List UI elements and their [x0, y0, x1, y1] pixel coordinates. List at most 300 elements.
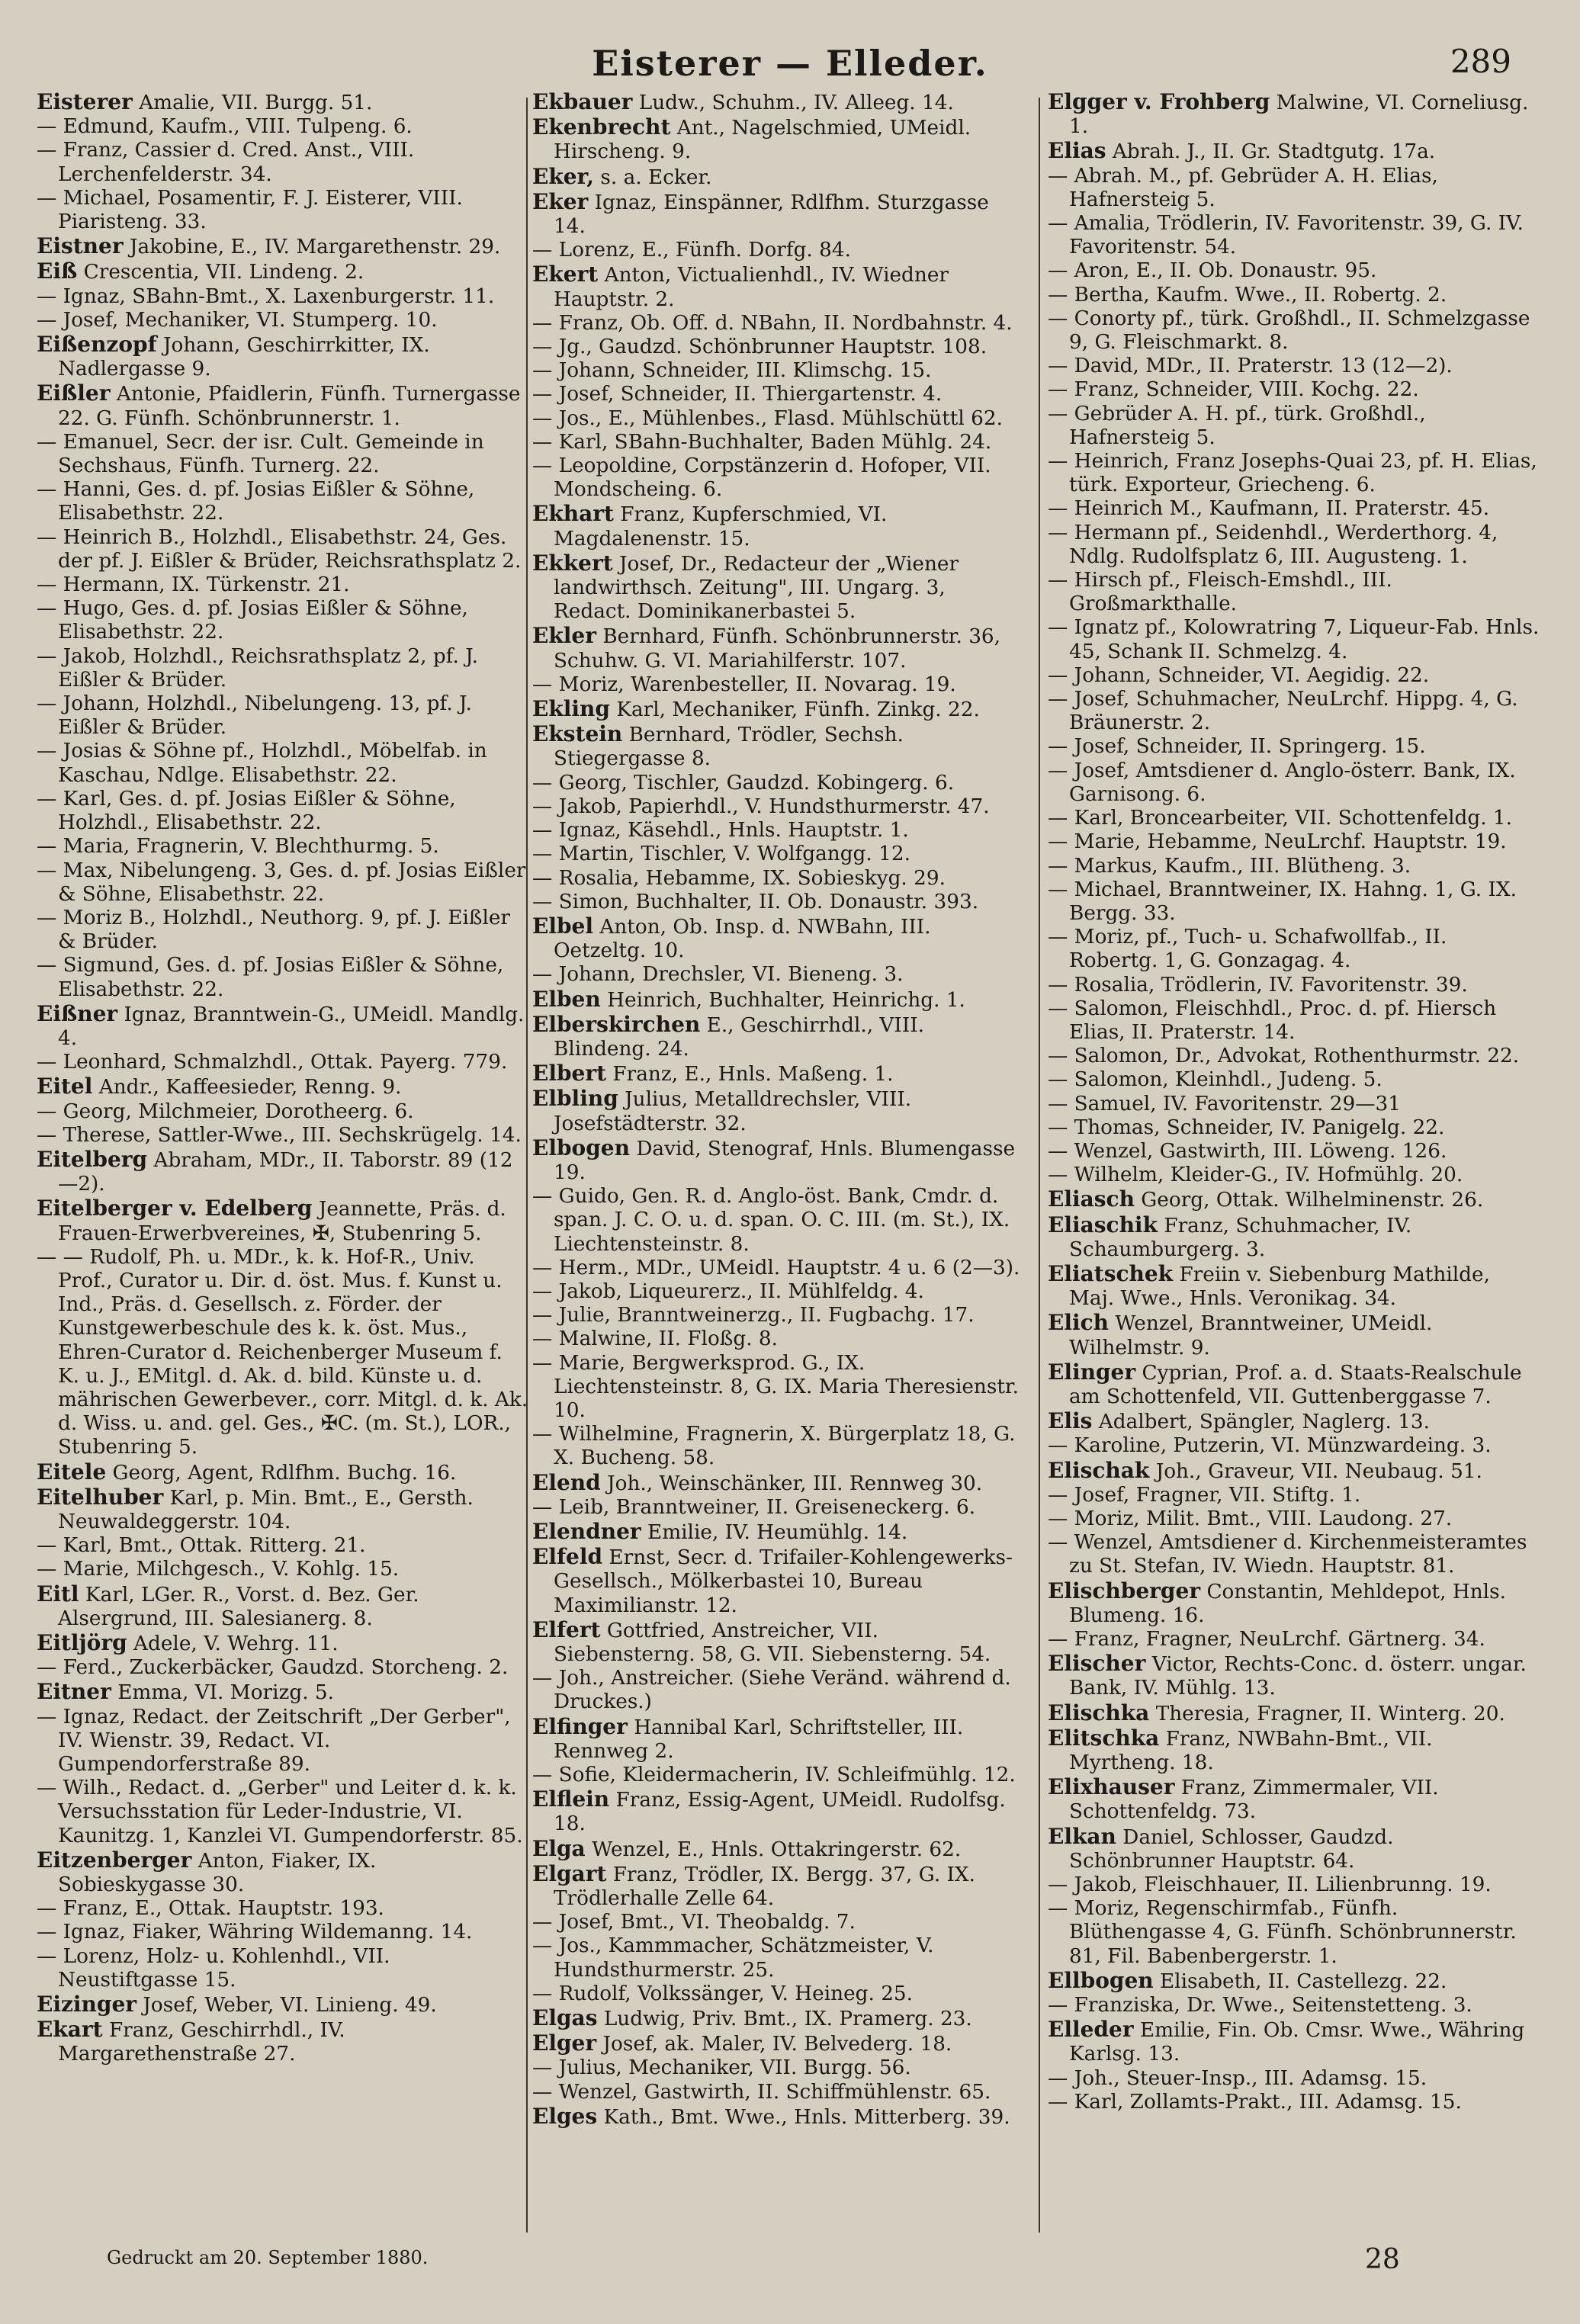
directory-entry: [1048, 165, 1540, 212]
entry-details: Adalbert, Spängler, Naglerg. 13.: [1098, 1411, 1431, 1434]
entry-details: — Sigmund, Ges. d. pf. Josias Eißler & Söhne, Elisabethstr. 22.: [37, 954, 504, 1001]
directory-entry: [1048, 1140, 1540, 1164]
entry-details: — Jos., E., Mühlenbes., Flasd. Mühlschüttl 62.: [532, 406, 1003, 430]
directory-entry: [1048, 2091, 1540, 2114]
entry-details: David, Stenograf, Hnls. Blumengasse 19.: [554, 1137, 1016, 1184]
directory-entry: [1048, 569, 1540, 616]
directory-entry: [532, 1352, 1024, 1424]
entry-details: Franz, Kupferschmied, VI. Magdalenenstr. 15.: [554, 503, 888, 551]
entry-details: Joh., Graveur, VII. Neubaug. 51.: [1155, 1459, 1482, 1483]
directory-entry: [532, 963, 1024, 987]
directory-entry: [532, 2081, 1024, 2104]
entry-surname: Ekling: [532, 696, 610, 722]
directory-entry: [1048, 403, 1540, 450]
directory-entry: [1048, 1213, 1540, 1262]
directory-entry: [532, 819, 1024, 843]
entry-details: Crescentia, VII. Lindeng. 2.: [83, 261, 364, 284]
entry-details: Amalie, VII. Burgg. 51.: [139, 91, 373, 114]
entry-details: — Karoline, Putzerin, VI. Münzwardeing. 3.: [1048, 1434, 1492, 1458]
directory-entry: [37, 1921, 528, 1944]
directory-entry: [1048, 522, 1540, 569]
entry-details: — Ignaz, Fiaker, Währing Wildemanng. 14.: [37, 1921, 473, 1944]
entry-surname: Elend: [532, 1469, 601, 1495]
entry-details: — Jos., Kammmacher, Schätzmeister, V. Hundsthurmerstr. 25.: [532, 1934, 934, 1982]
directory-entry: [1048, 1459, 1540, 1484]
entry-details: — Wenzel, Gastwirth, II. Schiffmühlenstr. 65.: [532, 2080, 991, 2104]
entry-surname: Elbel: [532, 913, 594, 939]
entry-surname: Elbogen: [532, 1135, 630, 1160]
entry-surname: Elbling: [532, 1086, 618, 1112]
entry-details: Ludw., Schuhm., IV. Alleeg. 14.: [638, 91, 954, 114]
entry-surname: Ellbogen: [1048, 1967, 1154, 1993]
directory-entry: [1048, 1628, 1540, 1652]
directory-entry: [532, 1257, 1024, 1280]
entry-details: — Heinrich, Franz Josephs-Quai 23, pf. H. Elias, türk. Exporteur, Griecheng. 6.: [1048, 450, 1537, 497]
directory-entry: [37, 1148, 528, 1196]
entry-details: — Hugo, Ges. d. pf. Josias Eißler & Söhne, Elisabethstr. 22.: [37, 597, 468, 644]
entry-details: Franz, E., Hnls. Maßeng. 1.: [612, 1063, 894, 1087]
directory-entry: [532, 1423, 1024, 1470]
entry-details: Emma, VI. Morizg. 5.: [117, 1681, 334, 1705]
directory-entry: [37, 90, 528, 115]
entry-details: — Julie, Branntweinerzg., II. Fugbachg. 17.: [532, 1304, 975, 1327]
directory-entry: [1048, 1045, 1540, 1068]
entry-details: Ignaz, Einspänner, Rdlfhm. Sturzgasse 14.: [554, 191, 989, 239]
entry-details: — Leib, Branntweiner, II. Greiseneckerg. 6.: [532, 1495, 976, 1519]
directory-entry: [1048, 1775, 1540, 1824]
entry-surname: Elendner: [532, 1518, 641, 1544]
directory-entry: [532, 239, 1024, 262]
entry-details: — Rosalia, Trödlerin, IV. Favoritenstr. 39.: [1048, 973, 1468, 997]
directory-entry: [532, 1934, 1024, 1982]
entry-details: — Joh., Steuer-Insp., III. Adamsg. 15.: [1048, 2066, 1427, 2090]
entry-details: — Simon, Buchhalter, II. Ob. Donaustr. 393.: [532, 890, 979, 913]
directory-entry: [1048, 1360, 1540, 1409]
entry-surname: Eistner: [37, 233, 124, 259]
entry-details: Andr., Kaffeesieder, Renng. 9.: [98, 1076, 402, 1099]
entry-details: — Lorenz, E., Fünfh. Dorfg. 84.: [532, 239, 851, 262]
entry-details: — Moriz, Regenschirmfab., Fünfh. Blüthengasse 4, G. Fünfh. Schönbrunnerstr. 81, Fil. Babenbergerstr. 1.: [1048, 1897, 1517, 1968]
directory-entry: [1048, 497, 1540, 521]
entry-details: Julius, Metalldrechsler, VIII. Josefstädterstr. 32.: [554, 1088, 912, 1135]
entry-details: — Hermann, IX. Türkenstr. 21.: [37, 573, 350, 597]
entry-surname: Eliatschek: [1048, 1260, 1174, 1286]
entry-surname: Eiß: [37, 258, 78, 284]
entry-details: — Ignatz pf., Kolowratring 7, Liqueur-Fab. Hnls. 45, Schank II. Schmelzg. 4.: [1048, 616, 1540, 663]
directory-entry: [532, 1667, 1024, 1714]
directory-entry: [532, 1304, 1024, 1327]
entry-details: — Michael, Branntweiner, IX. Hahng. 1, G. IX. Bergg. 33.: [1048, 878, 1517, 925]
directory-entry: [1048, 1187, 1540, 1212]
print-date: Gedruckt am 20. September 1880.: [107, 2247, 429, 2268]
directory-entry: [37, 2017, 528, 2066]
entry-surname: Eliaschik: [1048, 1212, 1158, 1237]
entry-surname: Elischberger: [1048, 1578, 1201, 1603]
directory-entry: [37, 1485, 528, 1534]
entry-details: Elisabeth, II. Castellezg. 22.: [1159, 1969, 1447, 1993]
entry-details: — Wenzel, Amtsdiener d. Kirchenmeisteramtes zu St. Stefan, IV. Wiedn. Hauptstr. 81.: [1048, 1531, 1527, 1578]
directory-entry: [37, 431, 528, 478]
directory-entry: [532, 454, 1024, 502]
entry-details: Karl, Mechaniker, Fünfh. Zinkg. 22.: [616, 698, 980, 722]
directory-entry: [532, 1715, 1024, 1764]
directory-entry: [532, 867, 1024, 891]
directory-entry: [1048, 1262, 1540, 1311]
directory-entry: [37, 1848, 528, 1897]
directory-entry: [532, 1520, 1024, 1545]
entry-details: — Edmund, Kaufm., VIII. Tulpeng. 6.: [37, 115, 413, 139]
directory-entry: [37, 1631, 528, 1656]
directory-entry: [37, 139, 528, 186]
entry-details: — Wilh., Redact. d. „Gerber" und Leiter d. k. k. Versuchsstation für Leder-Industrie, VI. Kaunitzg. 1, Kanzlei VI. Gumpendorferstr. 85.: [37, 1777, 523, 1847]
entry-details: — Guido, Gen. R. d. Anglo-öst. Bank, Cmdr. d. span. J. C. O. u. d. span. O. C. III. (m. St.), IX. Liechtensteinstr. 8.: [532, 1185, 1010, 1256]
column-2: [532, 90, 1024, 2240]
directory-entry: [532, 1013, 1024, 1061]
entry-surname: Eitljörg: [37, 1630, 127, 1655]
directory-entry: [37, 1074, 528, 1099]
directory-entry: [37, 115, 528, 139]
entry-surname: Elischka: [1048, 1700, 1150, 1725]
entry-details: Johann, Geschirrkitter, IX. Nadlergasse 9.: [58, 334, 430, 381]
entry-details: — Karl, Ges. d. pf. Josias Eißler & Söhne, Holzhdl., Elisabethstr. 22.: [37, 787, 456, 835]
column-1: [37, 90, 528, 2240]
directory-entry: [1048, 926, 1540, 973]
directory-entry: [532, 673, 1024, 697]
entry-details: — Wilhelmine, Fragnerin, X. Bürgerplatz 18, G. X. Bucheng. 58.: [532, 1423, 1016, 1470]
directory-entry: [37, 187, 528, 234]
entry-surname: Ekert: [532, 262, 599, 287]
entry-details: — Abrah. M., pf. Gebrüder A. H. Elias, Hafnersteig 5.: [1048, 164, 1438, 211]
directory-entry: [37, 234, 528, 259]
entry-surname: Eitel: [37, 1074, 93, 1099]
entry-details: Daniel, Schlosser, Gaudzd. Schönbrunner Hauptstr. 64.: [1069, 1825, 1394, 1873]
entry-details: — Hanni, Ges. d. pf. Josias Eißler & Söhne, Elisabethstr. 22.: [37, 478, 475, 525]
directory-entry: [532, 1496, 1024, 1520]
entry-surname: Eitzenberger: [37, 1847, 192, 1873]
directory-entry: [532, 891, 1024, 914]
entry-surname: Ekkert: [532, 550, 613, 576]
directory-entry: [1048, 688, 1540, 735]
entry-surname: Elbert: [532, 1061, 607, 1087]
entry-details: — Karl, Zollamts-Prakt., III. Adamsg. 15.: [1048, 2090, 1462, 2114]
entry-details: — Joh., Anstreicher. (Siehe Veränd. während d. Druckes.): [532, 1667, 1011, 1714]
entry-details: s. a. Ecker.: [600, 165, 712, 189]
entry-details: Anton, Fiaker, IX. Sobieskygasse 30.: [58, 1849, 377, 1897]
entry-details: — Aron, E., II. Ob. Donaustr. 95.: [1048, 259, 1377, 283]
entry-details: — Franz, Cassier d. Cred. Anst., VIII. Lerchenfelderstr. 34.: [37, 139, 415, 186]
entry-details: — Samuel, IV. Favoritenstr. 29—31: [1048, 1092, 1401, 1115]
entry-surname: Elfert: [532, 1616, 601, 1642]
directory-entry: [532, 90, 1024, 115]
entry-surname: Eitl: [37, 1581, 79, 1607]
directory-entry: [37, 645, 528, 692]
sheet-number: 28: [1365, 2244, 1400, 2275]
directory-entry: [532, 551, 1024, 624]
entry-details: — Emanuel, Secr. der isr. Cult. Gemeinde in Sechshaus, Fünfh. Turnerg. 22.: [37, 430, 484, 478]
entry-details: — Thomas, Schneider, IV. Panigelg. 22.: [1048, 1115, 1445, 1139]
entry-details: Adele, V. Wehrg. 11.: [133, 1632, 339, 1655]
directory-entry: [37, 1460, 528, 1485]
directory-entry: [1048, 1311, 1540, 1359]
entry-details: Hannibal Karl, Schriftsteller, III. Rennweg 2.: [554, 1716, 964, 1763]
directory-entry: [1048, 2017, 1540, 2066]
directory-entry: [1048, 1507, 1540, 1531]
entry-details: — Jg., Gaudzd. Schönbrunner Hauptstr. 108.: [532, 335, 988, 359]
entry-details: — Malwine, II. Floßg. 8.: [532, 1327, 778, 1351]
directory-entry: [37, 478, 528, 525]
entry-details: Malwine, VI. Corneliusg. 1.: [1069, 91, 1529, 139]
entry-details: Abrah. J., II. Gr. Stadtgutg. 17a.: [1112, 140, 1436, 164]
entry-surname: Ekbauer: [532, 90, 633, 114]
entry-details: — Josef, Schneider, II. Springerg. 15.: [1048, 735, 1426, 759]
directory-entry: [1048, 1531, 1540, 1578]
entry-details: — Therese, Sattler-Wwe., III. Sechskrügelg. 14.: [37, 1123, 522, 1147]
directory-entry: [1048, 1701, 1540, 1726]
directory-entry: [37, 1992, 528, 2017]
entry-details: Josef, ak. Maler, IV. Belvederg. 18.: [602, 2033, 952, 2056]
directory-entry: [37, 1897, 528, 1921]
directory-entry: [37, 859, 528, 907]
directory-entry: [1048, 616, 1540, 663]
entry-details: Georg, Ottak. Wilhelminenstr. 26.: [1141, 1189, 1484, 1212]
entry-surname: Elischer: [1048, 1651, 1146, 1677]
entry-details: Ernst, Secr. d. Trifailer-Kohlengewerks-Gesellsch., Mölkerbastei 10, Bureau Maximilianstr. 12.: [554, 1546, 1013, 1617]
entry-details: Emilie, IV. Heumühlg. 14.: [647, 1520, 908, 1544]
directory-entry: [532, 1136, 1024, 1185]
directory-entry: [37, 1051, 528, 1074]
entry-details: — Ferd., Zuckerbäcker, Gaudzd. Storcheng. 2.: [37, 1656, 509, 1680]
entry-details: Emilie, Fin. Ob. Cmsr. Wwe., Währing Karlsg. 13.: [1069, 2019, 1525, 2066]
entry-surname: Elga: [532, 1835, 586, 1861]
directory-entry: [37, 1582, 528, 1631]
directory-entry: [532, 1280, 1024, 1304]
entry-details: — Franz, Schneider, VIII. Kochg. 22.: [1048, 378, 1419, 402]
directory-entry: [37, 835, 528, 859]
entry-surname: Eliasch: [1048, 1186, 1135, 1212]
directory-entry: [1048, 807, 1540, 830]
entry-details: — Ignaz, Käsehdl., Hnls. Hauptstr. 1.: [532, 819, 909, 843]
entry-surname: Elich: [1048, 1310, 1110, 1336]
entry-details: — Maria, Fragnerin, V. Blechthurmg. 5.: [37, 835, 439, 859]
entry-surname: Elben: [532, 986, 601, 1012]
entry-details: Antonie, Pfaidlerin, Fünfh. Turnergasse 22. G. Fünfh. Schönbrunnerstr. 1.: [58, 383, 521, 430]
entry-surname: Elinger: [1048, 1359, 1136, 1385]
entry-surname: Elgart: [532, 1860, 607, 1886]
entry-surname: Eitner: [37, 1679, 111, 1705]
directory-entry: [1048, 355, 1540, 378]
entry-surname: Eißler: [37, 380, 111, 406]
entry-details: — Max, Nibelungeng. 3, Ges. d. pf. Josias Eißler & Söhne, Elisabethstr. 22.: [37, 859, 526, 906]
entry-details: — Marie, Bergwerksprod. G., IX. Liechtensteinstr. 8, G. IX. Maria Theresienstr. 10.: [532, 1351, 1019, 1422]
page-number: 289: [1450, 43, 1511, 80]
entry-details: Ant., Nagelschmied, UMeidl. Hirscheng. 9.: [554, 117, 971, 164]
entry-surname: Elger: [532, 2030, 597, 2056]
directory-entry: [532, 1061, 1024, 1087]
entry-details: Ludwig, Priv. Bmt., IX. Pramerg. 23.: [603, 2008, 972, 2031]
directory-entry: [1048, 855, 1540, 878]
entry-details: — Sofie, Kleidermacherin, IV. Schleifmühlg. 12.: [532, 1764, 1016, 1787]
entry-details: Franz, Trödler, IX. Bergg. 37, G. IX. Trödlerhalle Zelle 64.: [554, 1863, 976, 1911]
entry-details: — Conorty pf., türk. Großhdl., II. Schmelzgasse 9, G. Fleischmarkt. 8.: [1048, 307, 1530, 355]
directory-entry: [37, 381, 528, 430]
directory-entry: [1048, 139, 1540, 164]
entry-surname: Eisterer: [37, 90, 133, 114]
entry-details: Wenzel, Branntweiner, UMeidl. Wilhelmstr. 9.: [1069, 1312, 1433, 1359]
directory-entry: [532, 987, 1024, 1013]
directory-entry: [532, 407, 1024, 431]
entry-surname: Eitelberger v. Edelberg: [37, 1196, 313, 1221]
entry-surname: Elflein: [532, 1786, 610, 1812]
entry-details: Bernhard, Trödler, Sechsh. Stiegergasse 8.: [554, 724, 904, 771]
directory-entry: [37, 1246, 528, 1460]
entry-surname: Elixhauser: [1048, 1774, 1175, 1800]
page-title: Eisterer — Elleder.: [592, 43, 988, 84]
directory-entry: [1048, 759, 1540, 807]
directory-entry: [37, 597, 528, 644]
directory-entry: [532, 914, 1024, 963]
entry-surname: Elitschka: [1048, 1725, 1160, 1751]
directory-entry: [1048, 1093, 1540, 1116]
entry-surname: Eitele: [37, 1459, 107, 1485]
directory-entry: [532, 1185, 1024, 1257]
entry-details: Constantin, Mehldepot, Hnls. Blumeng. 16.: [1069, 1580, 1506, 1627]
entry-details: Freiin v. Siebenburg Mathilde, Maj. Wwe., Hnls. Veronikag. 34.: [1069, 1263, 1490, 1311]
directory-entry: [1048, 735, 1540, 759]
entry-surname: Elischak: [1048, 1457, 1150, 1483]
directory-entry: [532, 2031, 1024, 2056]
entry-details: Georg, Agent, Rdlfhm. Buchg. 16.: [112, 1461, 457, 1485]
entry-details: — Martin, Tischler, V. Wolfgangg. 12.: [532, 843, 910, 866]
entry-details: — Amalia, Trödlerin, IV. Favoritenstr. 39, G. IV. Favoritenstr. 54.: [1048, 212, 1524, 259]
entry-details: — Josef, Schneider, II. Thiergartenstr. 4.: [532, 383, 943, 406]
directory-entry: [532, 2104, 1024, 2130]
entry-details: Heinrich, Buchhalter, Heinrichg. 1.: [607, 988, 965, 1012]
entry-details: — Salomon, Kleinhdl., Judeng. 5.: [1048, 1068, 1382, 1092]
entry-surname: Elis: [1048, 1408, 1093, 1434]
entry-details: — Johann, Holzhdl., Nibelungeng. 13, pf. J. Eißler & Brüder.: [37, 692, 472, 740]
entry-details: — Moriz, Warenbesteller, II. Novarag. 19.: [532, 672, 956, 696]
entry-details: — Ignaz, Redact. der Zeitschrift „Der Gerber", IV. Wienstr. 39, Redact. VI. Gumpendorferstraße 89.: [37, 1705, 511, 1777]
entry-details: Josef, Weber, VI. Linieng. 49.: [143, 1994, 437, 2017]
entry-details: — Ignaz, SBahn-Bmt., X. Laxenburgerstr. 11.: [37, 284, 495, 308]
entry-details: — Leopoldine, Corpstänzerin d. Hofoper, VII. Mondscheing. 6.: [532, 454, 991, 502]
directory-entry: [37, 1124, 528, 1148]
directory-entry: [1048, 1994, 1540, 2017]
entry-details: — Julius, Mechaniker, VII. Burgg. 56.: [532, 2056, 911, 2080]
entry-details: — Josef, Amtsdiener d. Anglo-österr. Bank, IX. Garnisong. 6.: [1048, 759, 1516, 806]
column-divider: [1039, 98, 1040, 2233]
directory-entry: [37, 1945, 528, 1992]
entry-surname: Elgger v. Frohberg: [1048, 90, 1270, 114]
directory-entry: [532, 502, 1024, 551]
directory-entry: [532, 843, 1024, 866]
entry-details: — Markus, Kaufm., III. Blütheng. 3.: [1048, 854, 1411, 878]
directory-entry: [37, 1002, 528, 1051]
entry-surname: Elkan: [1048, 1823, 1116, 1849]
entry-details: — Franz, Ob. Off. d. NBahn, II. Nordbahnstr. 4.: [532, 311, 1013, 335]
directory-entry: [37, 573, 528, 597]
entry-details: Wenzel, E., Hnls. Ottakringerstr. 62.: [592, 1838, 962, 1861]
entry-details: Abraham, MDr., II. Taborstr. 89 (12—2).: [58, 1148, 513, 1196]
entry-details: Franz, Schuhmacher, IV. Schaumburgerg. 3.: [1069, 1214, 1412, 1261]
entry-details: Joh., Weinschänker, III. Rennweg 30.: [607, 1472, 983, 1495]
directory-entry: [532, 2056, 1024, 2080]
entry-details: — Josef, Schuhmacher, NeuLrchf. Hippg. 4, G. Bräunerstr. 2.: [1048, 688, 1518, 735]
directory-entry: [37, 1656, 528, 1680]
directory-entry: [1048, 997, 1540, 1045]
entry-details: — Jakob, Fleischhauer, II. Lilienbrunng. 19.: [1048, 1873, 1492, 1897]
directory-entry: [532, 1087, 1024, 1135]
entry-surname: Eißner: [37, 1000, 118, 1026]
entry-details: — Rosalia, Hebamme, IX. Sobieskyg. 29.: [532, 866, 946, 890]
directory-entry: [1048, 2067, 1540, 2091]
entry-surname: Elberskirchen: [532, 1011, 701, 1037]
entry-details: — Josef, Fragner, VII. Stiftg. 1.: [1048, 1483, 1361, 1507]
entry-details: — Georg, Tischler, Gaudzd. Kobingerg. 6.: [532, 771, 955, 794]
directory-entry: [37, 788, 528, 835]
entry-surname: Elleder: [1048, 2017, 1134, 2043]
directory-entry: [37, 1777, 528, 1848]
entry-details: Karl, p. Min. Bmt., E., Gersth. Neuwaldeggerstr. 104.: [58, 1486, 474, 1533]
entry-details: Karl, LGer. R., Vorst. d. Bez. Ger. Alsergrund, III. Salesianerg. 8.: [58, 1583, 419, 1630]
entry-surname: Eizinger: [37, 1992, 137, 2017]
directory-entry: [532, 383, 1024, 406]
entry-details: — Hermann pf., Seidenhdl., Werderthorg. 4, Ndlg. Rudolfsplatz 6, III. Augusteng. 1.: [1048, 521, 1498, 568]
entry-details: Anton, Victualienhdl., IV. Wiedner Hauptstr. 2.: [554, 264, 949, 311]
entry-surname: Elges: [532, 2103, 598, 2129]
directory-entry: [1048, 1652, 1540, 1700]
directory-entry: [532, 1618, 1024, 1667]
entry-surname: Elgas: [532, 2005, 598, 2031]
directory-entry: [37, 309, 528, 332]
directory-entry: [1048, 1726, 1540, 1775]
directory-entry: [1048, 450, 1540, 497]
entry-details: — Johann, Schneider, III. Klimschg. 15.: [532, 359, 932, 383]
entry-details: Kath., Bmt. Wwe., Hnls. Mitterberg. 39.: [603, 2105, 1010, 2129]
entry-details: — Karl, Bmt., Ottak. Ritterg. 21.: [37, 1534, 366, 1558]
directory-entry: [532, 1911, 1024, 1934]
directory-entry: [1048, 1164, 1540, 1187]
entry-details: Cyprian, Prof. a. d. Staats-Realschule am Schottenfeld, VII. Guttenberggasse 7.: [1069, 1361, 1522, 1408]
directory-entry: [532, 1545, 1024, 1618]
directory-entry: [532, 1862, 1024, 1911]
directory-entry: [1048, 378, 1540, 402]
directory-entry: [1048, 664, 1540, 688]
entry-surname: Eitelhuber: [37, 1484, 164, 1510]
directory-entry: [37, 907, 528, 954]
entry-details: — Salomon, Dr., Advokat, Rothenthurmstr. 22.: [1048, 1045, 1520, 1068]
directory-entry: [37, 740, 528, 787]
directory-entry: [532, 1764, 1024, 1787]
directory-entry: [37, 1558, 528, 1581]
entry-details: — Josef, Mechaniker, VI. Stumperg. 10.: [37, 308, 438, 332]
entry-details: — Franziska, Dr. Wwe., Seitenstetteng. 3.: [1048, 1994, 1472, 2017]
entry-details: — Lorenz, Holz- u. Kohlenhdl., VII. Neustiftgasse 15.: [37, 1944, 390, 1992]
entry-details: Franz, NWBahn-Bmt., VII. Myrtheng. 18.: [1069, 1727, 1433, 1775]
entry-details: Theresia, Fragner, II. Winterg. 20.: [1155, 1702, 1505, 1725]
entry-details: — Herm., MDr., UMeidl. Hauptstr. 4 u. 6 (2—3).: [532, 1256, 1020, 1279]
entry-details: E., Geschirrhdl., VIII. Blindeng. 24.: [554, 1013, 924, 1061]
directory-entry: [532, 1787, 1024, 1836]
entry-details: — Jakob, Papierhdl., V. Hundsthurmerstr. 47.: [532, 794, 990, 818]
directory-entry: [37, 285, 528, 309]
entry-surname: Ekenbrecht: [532, 114, 671, 140]
entry-details: Ignaz, Branntwein-G., UMeidl. Mandlg. 4.: [58, 1003, 525, 1050]
entry-details: — Johann, Drechsler, VI. Bieneng. 3.: [532, 963, 904, 987]
entry-surname: Elfinger: [532, 1713, 628, 1739]
directory-entry: [37, 1196, 528, 1245]
directory-entry: [532, 312, 1024, 335]
